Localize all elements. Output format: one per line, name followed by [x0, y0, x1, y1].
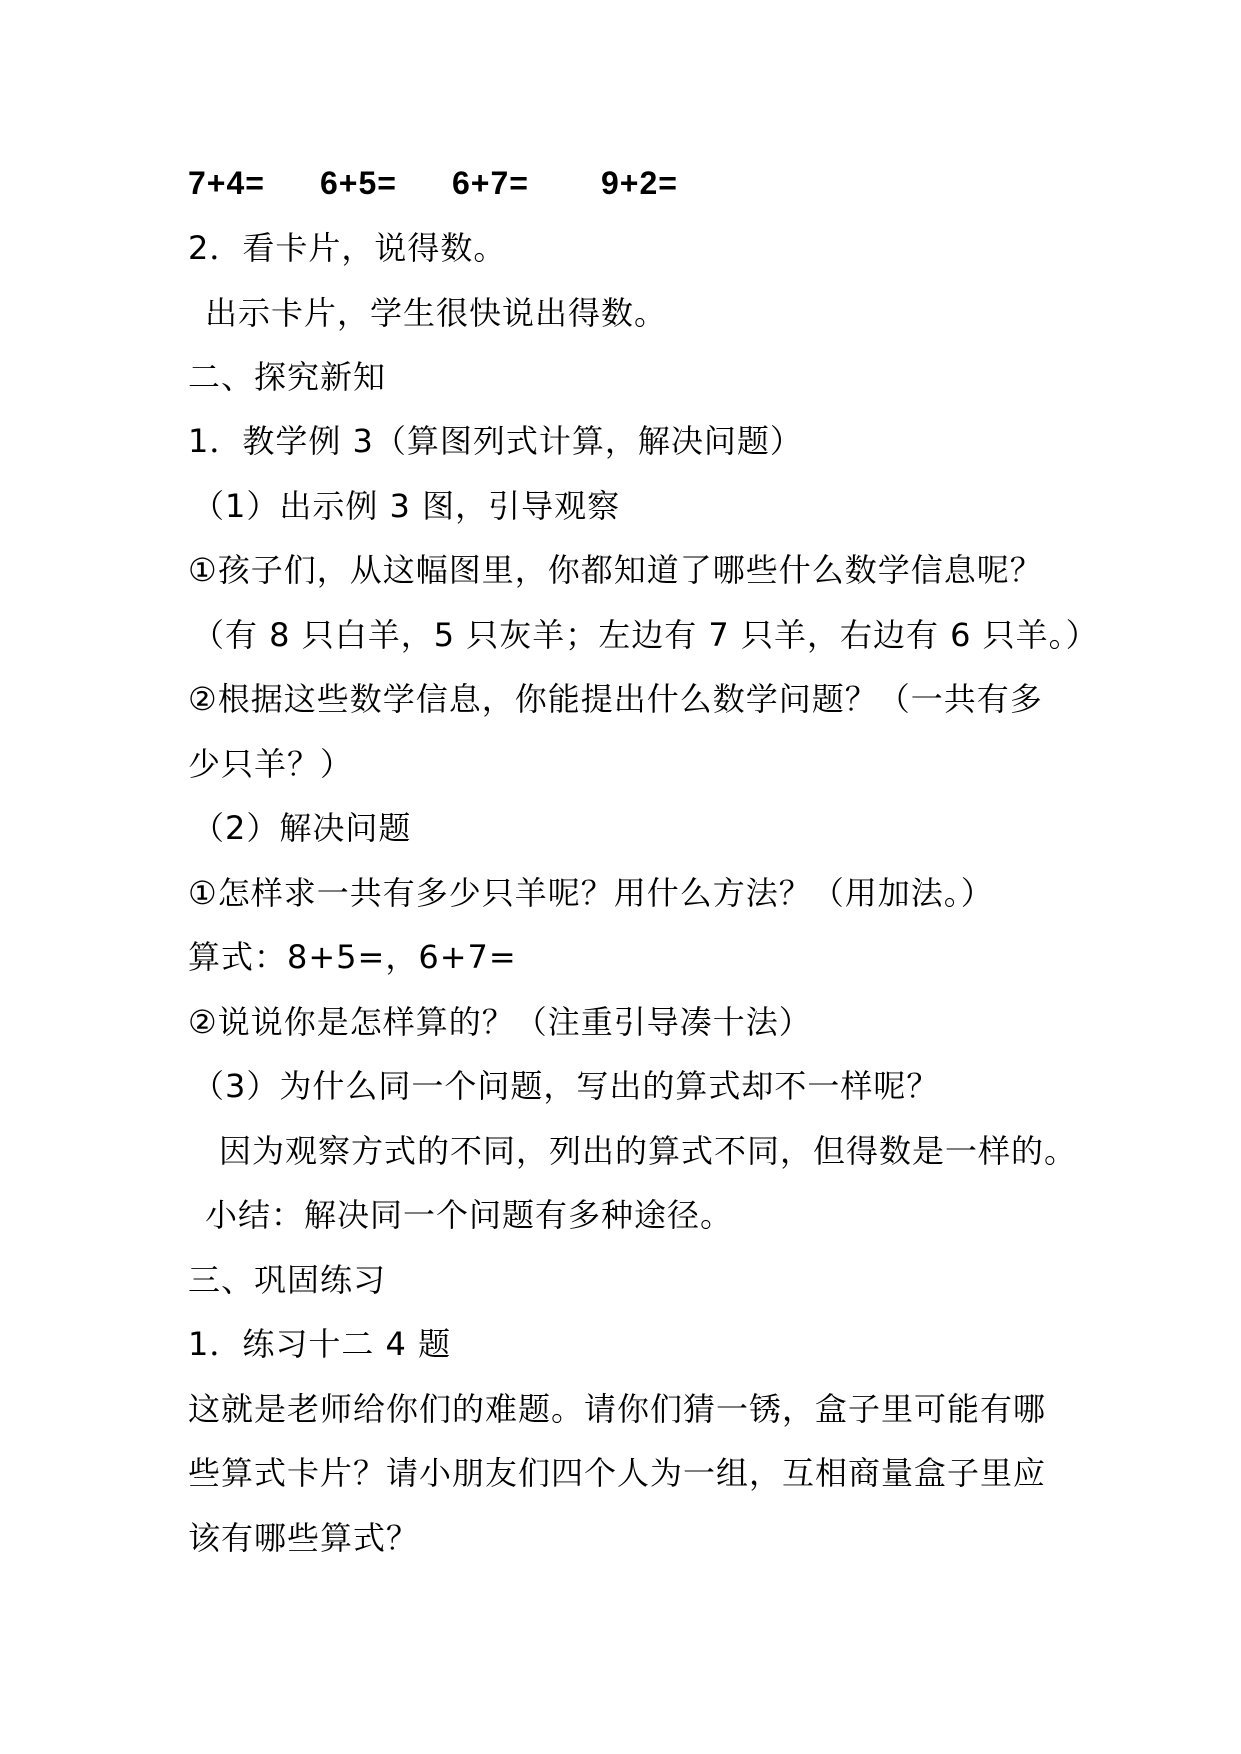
question-1: ①孩子们，从这幅图里，你都知道了哪些什么数学信息呢？ — [188, 551, 1043, 589]
step-2-heading: （2）解决问题 — [192, 809, 412, 847]
question-2-line-1: ②根据这些数学信息，你能提出什么数学问题？（一共有多 — [188, 680, 1043, 718]
exercise-heading: 1．练习十二 4 题 — [188, 1325, 452, 1363]
exercise-text-line-1: 这就是老师给你们的难题。请你们猜一锈，盒子里可能有哪 — [188, 1390, 1047, 1428]
show-cards-text: 出示卡片，学生很快说出得数。 — [205, 294, 668, 332]
question-3: ①怎样求一共有多少只羊呢？用什么方法？（用加法。） — [188, 874, 994, 912]
item-2-heading: 2．看卡片，说得数。 — [188, 229, 507, 267]
exercise-text-line-3: 该有哪些算式？ — [188, 1519, 420, 1557]
equation-4: 9+2= — [601, 165, 678, 201]
formula-line: 算式：8+5=，6+7= — [188, 938, 517, 976]
summary-text: 小结：解决同一个问题有多种途径。 — [205, 1196, 734, 1234]
equation-2: 6+5= — [320, 165, 397, 201]
step-1-heading: （1）出示例 3 图，引导观察 — [192, 487, 621, 525]
equation-3: 6+7= — [452, 165, 529, 201]
explanation-text: 因为观察方式的不同，列出的算式不同，但得数是一样的。 — [219, 1132, 1078, 1170]
section-3-title: 三、巩固练习 — [188, 1261, 387, 1299]
exercise-text-line-2: 些算式卡片？请小朋友们四个人为一组，互相商量盒子里应 — [188, 1454, 1047, 1492]
example-3-heading: 1．教学例 3（算图列式计算，解决问题） — [188, 422, 803, 460]
equation-1: 7+4= — [188, 165, 265, 201]
question-4: ②说说你是怎样算的？（注重引导凑十法） — [188, 1003, 812, 1041]
question-2-line-2: 少只羊？） — [188, 745, 354, 783]
step-3-heading: （3）为什么同一个问题，写出的算式却不一样呢？ — [192, 1067, 940, 1105]
answer-1: （有 8 只白羊，5 只灰羊；左边有 7 只羊，右边有 6 只羊。） — [192, 616, 1099, 654]
section-2-title: 二、探究新知 — [188, 358, 387, 396]
